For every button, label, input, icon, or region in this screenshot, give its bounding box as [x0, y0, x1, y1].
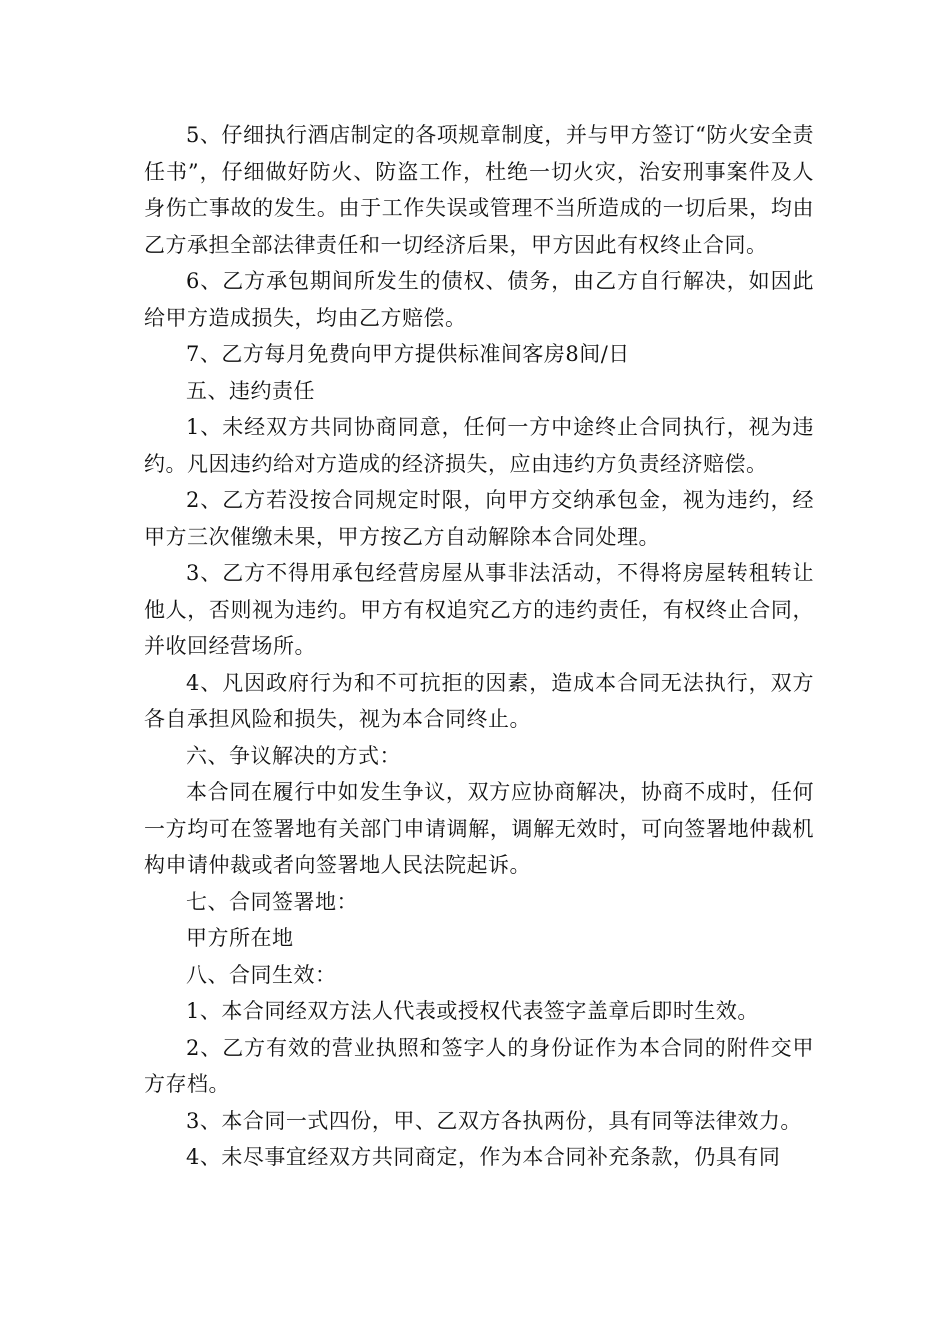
effectiveness-clause-2: 2、乙方有效的营业执照和签字人的身份证作为本合同的附件交甲方存档。 — [144, 1035, 814, 1096]
effectiveness-clause-3: 3、本合同一式四份，甲、乙双方各执两份，具有同等法律效力。 — [186, 1108, 802, 1133]
breach-clause-2: 2、乙方若没按合同规定时限，向甲方交纳承包金，视为违约，经甲方三次催缴未果，甲方按乙方自动解除本合同处理。 — [144, 488, 814, 549]
breach-clause-4: 4、凡因政府行为和不可抗拒的因素，造成本合同无法执行，双方各自承担风险和损失，视为本合同终止。 — [144, 670, 814, 731]
section-heading-dispute: 六、争议解决的方式： — [186, 743, 401, 768]
clause-6-debts: 6、乙方承包期间所发生的债权、债务，由乙方自行解决，如因此给甲方造成损失，均由乙方赔偿。 — [144, 269, 814, 330]
section-heading-breach: 五、违约责任 — [186, 378, 315, 403]
document-body — [144, 117, 814, 1176]
effectiveness-clause-1: 1、本合同经双方法人代表或授权代表签字盖章后即时生效。 — [186, 999, 759, 1023]
signing-place-value: 甲方所在地 — [186, 926, 294, 950]
section-heading-effectiveness: 八、合同生效： — [186, 962, 337, 987]
clause-7-free-rooms: 7、乙方每月免费向甲方提供标准间客房8间/日 — [186, 342, 630, 366]
section-heading-signing-place: 七、合同签署地： — [186, 889, 358, 914]
dispute-clause: 本合同在履行中如发生争议，双方应协商解决，协商不成时，任何一方均可在签署地有关部门申请调解，调解无效时，可向签署地仲裁机构申请仲裁或者向签署地人民法院起诉。 — [144, 780, 814, 877]
clause-5-fire-safety: 5、仔细执行酒店制定的各项规章制度，并与甲方签订“防火安全责任书”，仔细做好防火、防盗工作，杜绝一切火灾，治安刑事案件及人身伤亡事故的发生。由于工作失误或管理不当所造成的一切后果，均由乙方承担全部法律责任和一切经济后果，甲方因此有权终止合同。 — [144, 123, 814, 257]
effectiveness-clause-4: 4、未尽事宜经双方共同商定，作为本合同补充条款，仍具有同 — [186, 1145, 781, 1169]
breach-clause-1: 1、未经双方共同协商同意，任何一方中途终止合同执行，视为违约。凡因违约给对方造成的经济损失，应由违约方负责经济赔偿。 — [144, 415, 814, 476]
breach-clause-3: 3、乙方不得用承包经营房屋从事非法活动，不得将房屋转租转让他人，否则视为违约。甲方有权追究乙方的违约责任，有权终止合同，并收回经营场所。 — [144, 561, 814, 658]
